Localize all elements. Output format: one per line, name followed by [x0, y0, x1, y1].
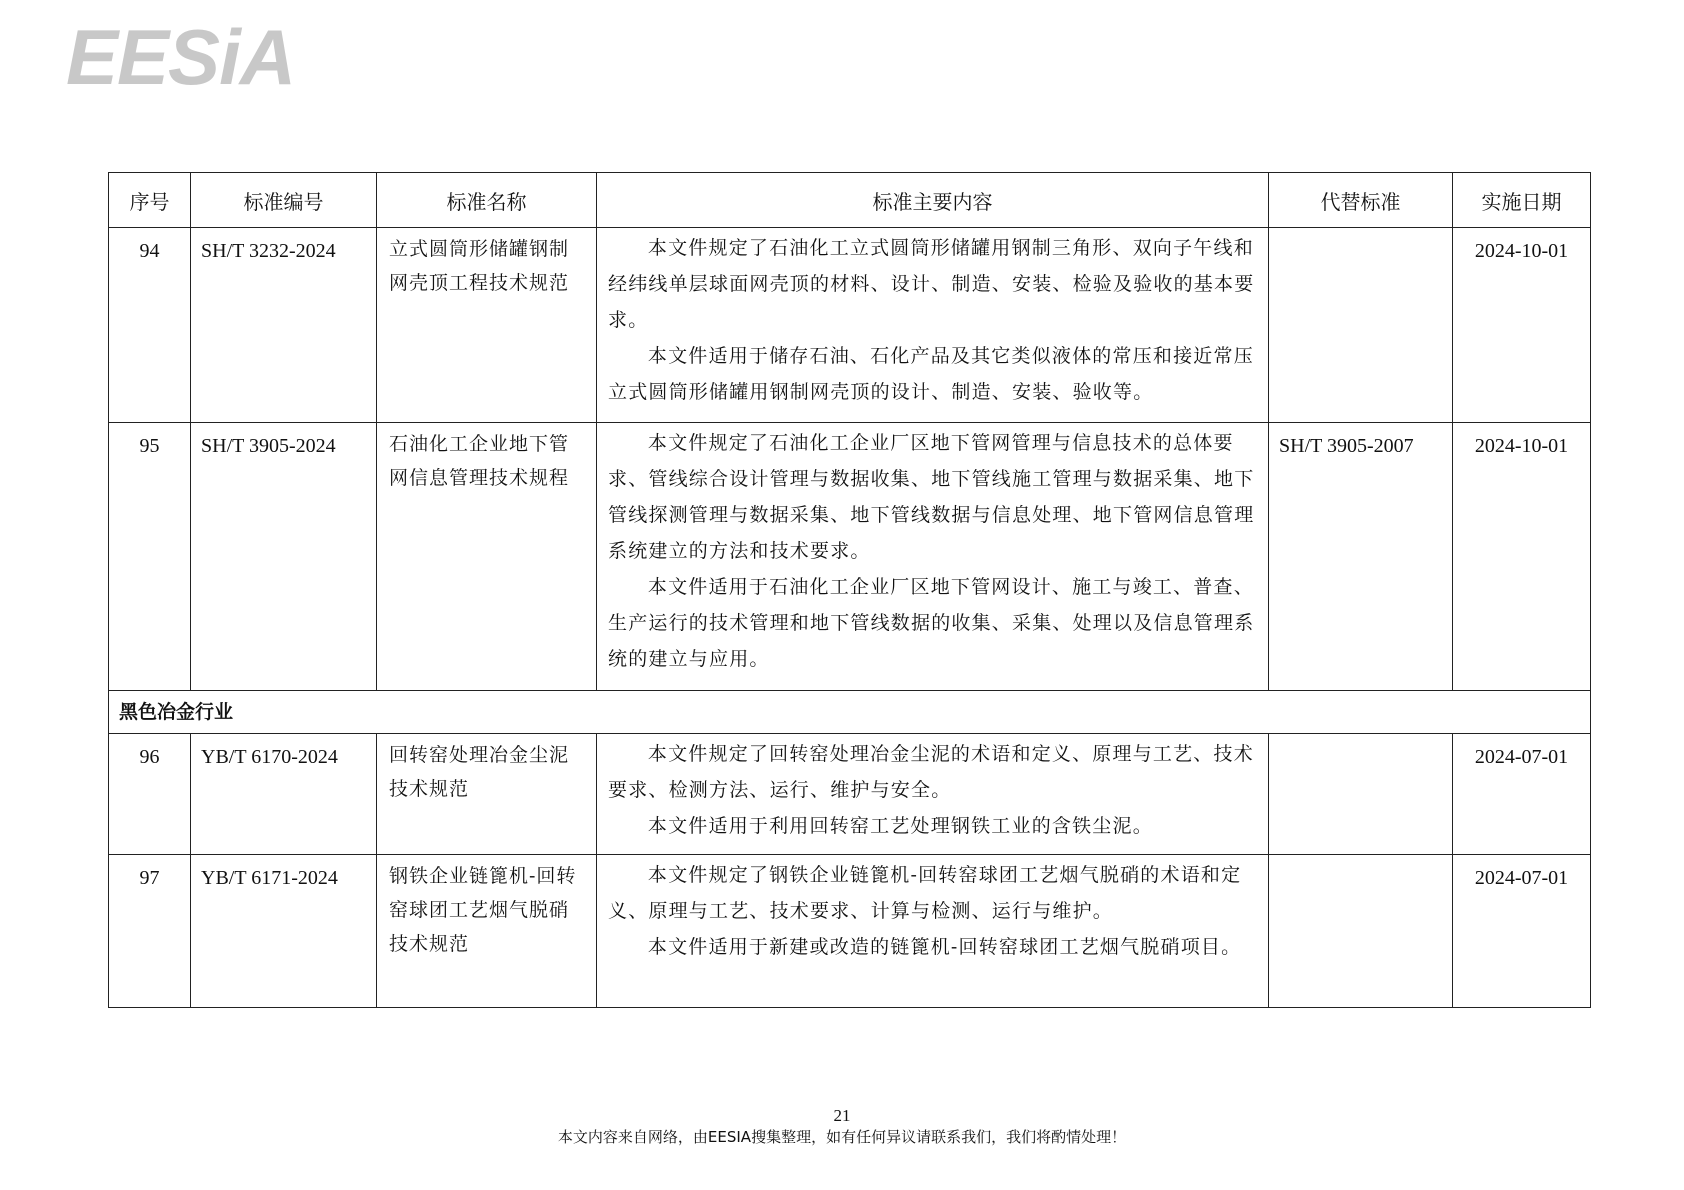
table-row: [109, 228, 1591, 423]
header-standard-code: 标准编号: [191, 173, 377, 228]
row-serial: 94: [109, 228, 191, 423]
row-replaced-standard: [1269, 734, 1453, 855]
content-paragraph: 本文件适用于石油化工企业厂区地下管网设计、施工与竣工、普查、生产运行的技术管理和地下管线数据的收集、采集、处理以及信息管理系统的建立与应用。: [608, 576, 1255, 670]
row-effective-date: 2024-07-01: [1453, 734, 1591, 855]
section-row: [109, 691, 1591, 734]
row-main-content: [597, 734, 1269, 855]
row-standard-name: 石油化工企业地下管网信息管理技术规程: [377, 423, 597, 691]
row-replaced-standard: SH/T 3905-2007: [1269, 423, 1453, 691]
header-main-content: 标准主要内容: [597, 173, 1269, 228]
row-main-content: [597, 423, 1269, 691]
row-effective-date: 2024-07-01: [1453, 855, 1591, 1008]
row-effective-date: 2024-10-01: [1453, 228, 1591, 423]
header-standard-name: 标准名称: [377, 173, 597, 228]
content-paragraph: 本文件规定了石油化工企业厂区地下管网管理与信息技术的总体要求、管线综合设计管理与数据收集、地下管线施工管理与数据采集、地下管线探测管理与数据采集、地下管线数据与信息处理、地下管网信息管理系统建立的方法和技术要求。: [608, 432, 1255, 562]
content-paragraph: 本文件规定了回转窑处理冶金尘泥的术语和定义、原理与工艺、技术要求、检测方法、运行、维护与安全。: [608, 743, 1254, 801]
row-main-content: [597, 228, 1269, 423]
content-paragraph: 本文件规定了石油化工立式圆筒形储罐用钢制三角形、双向子午线和经纬线单层球面网壳顶的材料、设计、制造、安装、检验及验收的基本要求。: [608, 237, 1255, 331]
header-serial: 序号: [109, 173, 191, 228]
row-standard-name: 回转窑处理冶金尘泥技术规范: [377, 734, 597, 855]
row-standard-code: SH/T 3232-2024: [191, 228, 377, 423]
row-standard-code: SH/T 3905-2024: [191, 423, 377, 691]
row-standard-name: 立式圆筒形储罐钢制网壳顶工程技术规范: [377, 228, 597, 423]
content-paragraph: 本文件适用于储存石油、石化产品及其它类似液体的常压和接近常压立式圆筒形储罐用钢制网壳顶的设计、制造、安装、验收等。: [608, 345, 1254, 403]
section-title: 黑色冶金行业: [109, 691, 1591, 734]
content-paragraph: 本文件适用于新建或改造的链篦机-回转窑球团工艺烟气脱硝项目。: [647, 936, 1242, 958]
row-serial: 95: [109, 423, 191, 691]
row-serial: 97: [109, 855, 191, 1008]
row-replaced-standard: [1269, 228, 1453, 423]
standards-table: [108, 172, 1591, 1008]
table-header-row: [109, 173, 1591, 228]
page-number: 21: [833, 1106, 851, 1125]
table-row: [109, 855, 1591, 1008]
row-replaced-standard: [1269, 855, 1453, 1008]
table-row: [109, 734, 1591, 855]
eesia-logo: EESiA: [66, 13, 296, 101]
row-standard-code: YB/T 6171-2024: [191, 855, 377, 1008]
header-effective-date: 实施日期: [1453, 173, 1591, 228]
row-standard-name: 钢铁企业链篦机-回转窑球团工艺烟气脱硝技术规范: [377, 855, 597, 1008]
content-paragraph: 本文件适用于利用回转窑工艺处理钢铁工业的含铁尘泥。: [647, 815, 1153, 837]
row-effective-date: 2024-10-01: [1453, 423, 1591, 691]
header-replaced-standard: 代替标准: [1269, 173, 1453, 228]
row-main-content: [597, 855, 1269, 1008]
row-standard-code: YB/T 6170-2024: [191, 734, 377, 855]
content-paragraph: 本文件规定了钢铁企业链篦机-回转窑球团工艺烟气脱硝的术语和定义、原理与工艺、技术要求、计算与检测、运行与维护。: [608, 864, 1242, 922]
footer-disclaimer: 本文内容来自网络，由EESIA搜集整理，如有任何异议请联系我们，我们将酌情处理！: [557, 1128, 1127, 1146]
row-serial: 96: [109, 734, 191, 855]
table-row: [109, 423, 1591, 691]
